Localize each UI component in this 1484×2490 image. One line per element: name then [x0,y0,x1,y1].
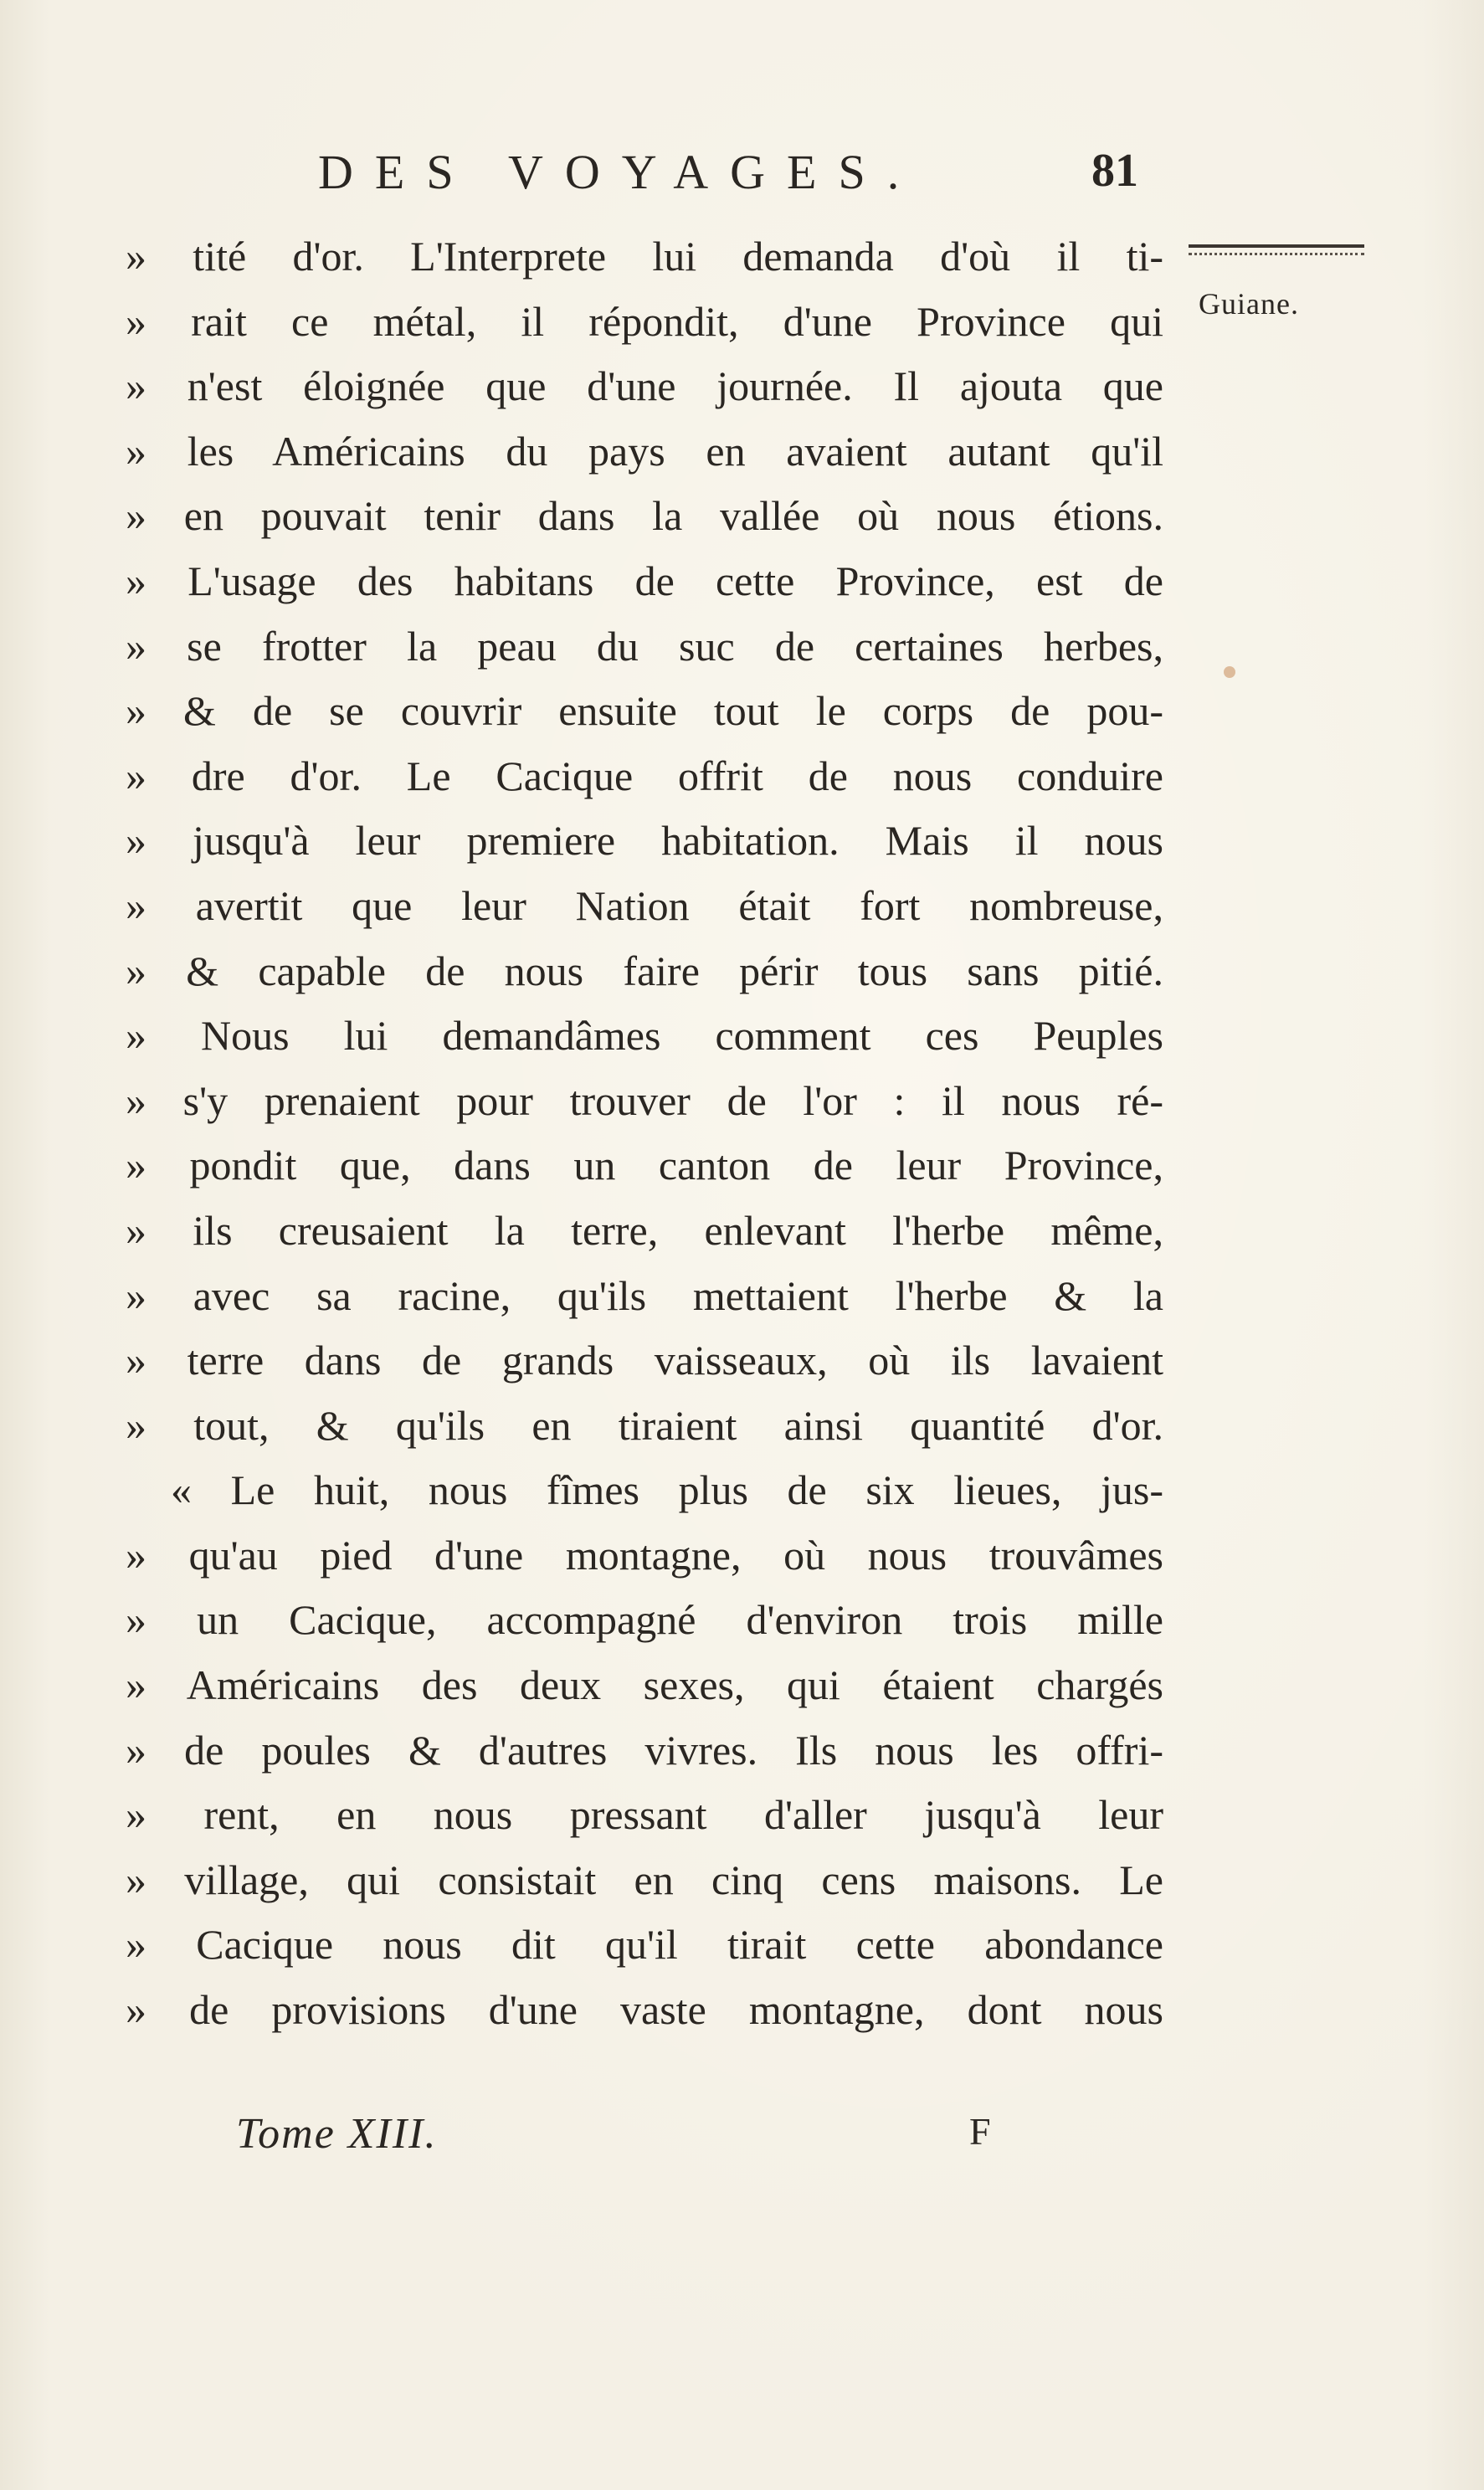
text-line: » Cacique nous dit qu'il tirait cette abondance [126,1921,1163,1969]
text-line: » & capable de nous faire périr tous sans pitié. [126,947,1163,994]
page-footer [236,2109,989,2176]
text-line: » pondit que, dans un canton de leur Province, [126,1142,1163,1189]
marginal-rule [1189,244,1364,248]
page-number: 81 [1091,145,1138,197]
running-title: DES VOYAGES. [318,145,922,199]
volume-label: Tome XIII. [236,2110,438,2158]
text-line: » de poules & d'autres vivres. Ils nous les offri- [126,1726,1163,1774]
text-line: » en pouvait tenir dans la vallée où nous étions. [126,492,1163,540]
text-line: » tité d'or. L'Interprete lui demanda d'où il ti- [126,233,1163,280]
text-line: » les Américains du pays en avaient autant qu'il [126,427,1163,475]
paragraph-start-line: « Le huit, nous fîmes plus de six lieues, jus- [171,1466,1163,1514]
text-line: » tout, & qu'ils en tiraient ainsi quantité d'or. [126,1401,1163,1449]
text-line: » de provisions d'une vaste montagne, dont nous [126,1986,1163,2034]
text-line: » jusqu'à leur premiere habitation. Mais il nous [126,817,1163,865]
text-line: » rent, en nous pressant d'aller jusqu'à leur [126,1791,1163,1839]
foxing-spot [1224,666,1235,678]
text-line: » & de se couvrir ensuite tout le corps de pou- [126,687,1163,735]
text-line: » Américains des deux sexes, qui étaient chargés [126,1661,1163,1709]
marginal-note: Guiane. [1199,287,1299,321]
text-line: » Nous lui demandâmes comment ces Peuples [126,1012,1163,1060]
text-line: » avertit que leur Nation était fort nombreuse, [126,881,1163,929]
text-line: » n'est éloignée que d'une journée. Il ajouta que [126,362,1163,410]
text-line: » se frotter la peau du suc de certaines herbes, [126,622,1163,670]
text-line: » terre dans de grands vaisseaux, où ils lavaient [126,1337,1163,1384]
text-line: » village, qui consistait en cinq cens maisons. Le [126,1856,1163,1903]
text-line: » rait ce métal, il répondit, d'une Province qui [126,297,1163,345]
text-line: » dre d'or. Le Cacique offrit de nous conduire [126,752,1163,799]
text-line: » ils creusaient la terre, enlevant l'herbe même, [126,1206,1163,1254]
text-line: » un Cacique, accompagné d'environ trois mille [126,1596,1163,1644]
running-head [318,144,1138,211]
body-text [126,224,1163,2043]
text-line: » avec sa racine, qu'ils mettaient l'herbe & la [126,1271,1163,1319]
text-line: » qu'au pied d'une montagne, où nous trouvâmes [126,1531,1163,1579]
signature-mark: F [969,2110,991,2153]
text-line: » s'y prenaient pour trouver de l'or : il nous ré- [126,1076,1163,1124]
text-line: » L'usage des habitans de cette Province, est de [126,557,1163,604]
